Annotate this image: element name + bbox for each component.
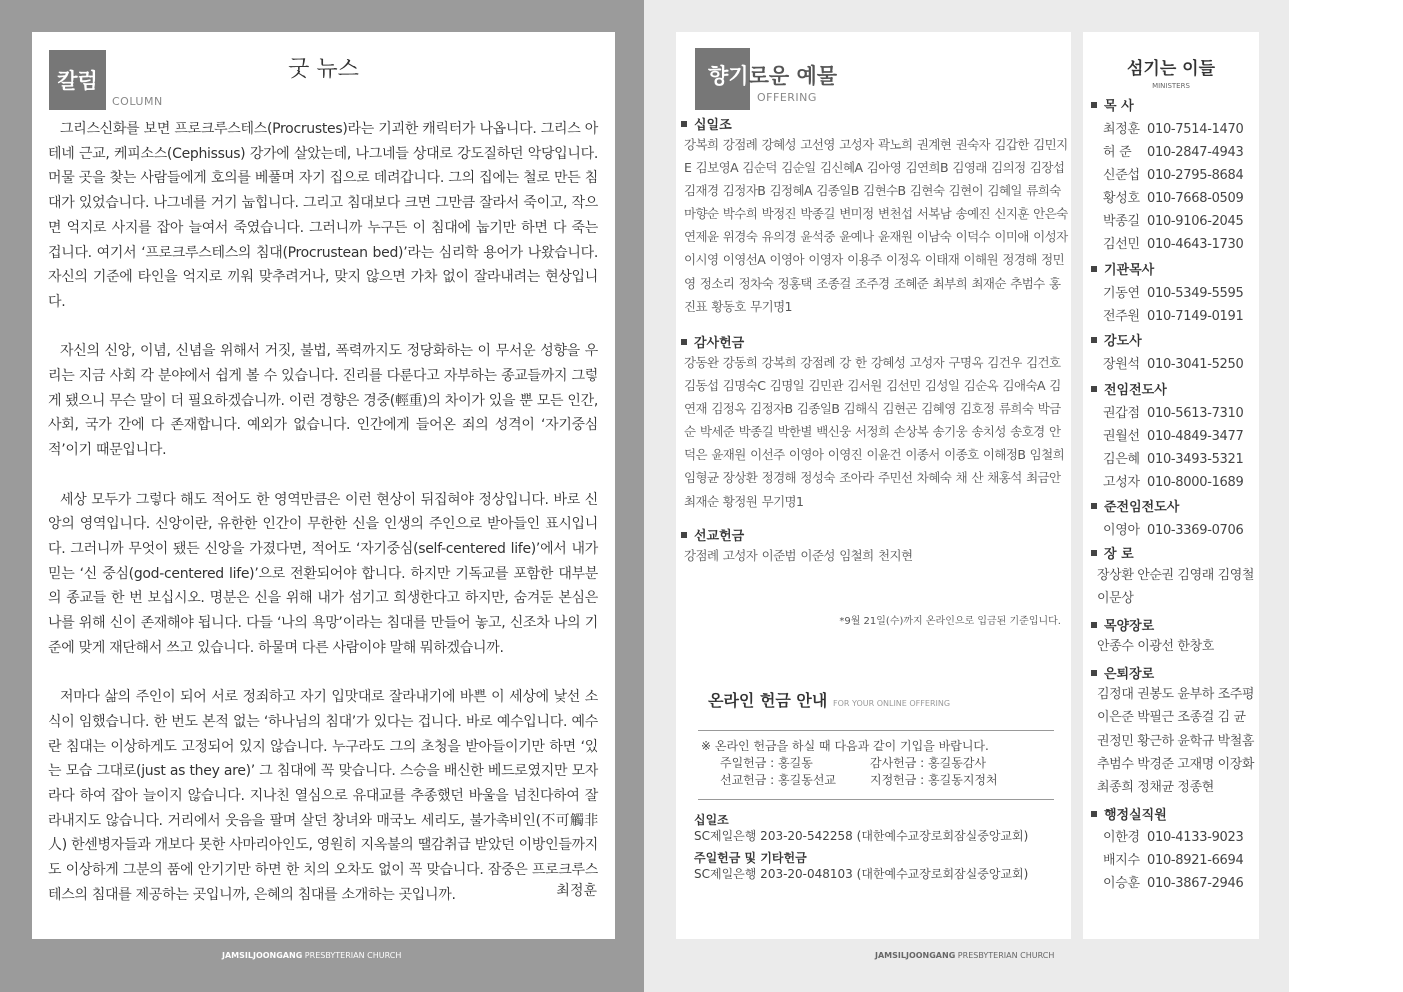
bullet-square-icon bbox=[1091, 337, 1097, 343]
online-example: 지정헌금 : 홍길동지정처 bbox=[870, 773, 998, 787]
ministers-subtitle: MINISTERS bbox=[1152, 82, 1190, 90]
pastoral-heading-text: 목양장로 bbox=[1104, 619, 1155, 634]
minister-row bbox=[1103, 282, 1243, 301]
minister-row bbox=[1103, 305, 1243, 324]
online-example: 선교헌금 : 홍길동선교 bbox=[720, 773, 837, 787]
minister-phone: 010-8000-1689 bbox=[1147, 475, 1244, 490]
general-account-number: SC제일은행 203-20-048103 (대한예수교장로회잠실중앙교회) bbox=[694, 867, 1029, 881]
pastors-heading bbox=[1091, 95, 1134, 114]
minister-name: 권갑점 bbox=[1103, 406, 1140, 421]
elders-names: 장상환 안순권 김영래 김영철 이문상 bbox=[1097, 568, 1255, 607]
tithe-names: 강복희 강점례 강혜성 고선영 고성자 곽노희 권계현 권숙자 김갑한 김민지E 김보영A 김순덕 김순일 김신혜A 김아영 김연희B 김영래 김의정 김장섭 김재경 김정자B 김정혜A 김종일B 김현수B 김현숙 김현이 김혜일 류희숙 마향순 박수희 박정진 박종길 변미정 변천섭 서복남 송예진 신지훈 안은숙 연제윤 위경숙 유의경 윤석중 윤예나 윤재원 이남숙 이덕수 이미애 이성자 이시영 이영선A 이영아 이영자 이용주 이정옥 이태재 이해원 정경해 정민영 정소리 정차숙 정홍택 조종걸 조주경 조혜준 최부희 최재순 추범수 홍진표 황동호 무기명1 bbox=[684, 137, 1068, 314]
minister-row bbox=[1103, 164, 1243, 183]
footer-church-name bbox=[875, 951, 1054, 960]
offering-title bbox=[708, 60, 837, 90]
minister-phone: 010-7149-0191 bbox=[1147, 309, 1244, 324]
tithe-heading bbox=[681, 114, 732, 133]
ministers-card bbox=[1083, 32, 1259, 939]
minister-name: 전주원 bbox=[1103, 309, 1140, 324]
minister-name: 신준섭 bbox=[1103, 168, 1140, 183]
evangelists-heading bbox=[1091, 379, 1167, 398]
minister-phone: 010-3493-5321 bbox=[1147, 452, 1244, 467]
divider bbox=[698, 730, 1054, 731]
offering-note: *9월 21일(수)까지 온라인으로 입금된 기준입니다. bbox=[839, 616, 1061, 627]
minister-name: 장원석 bbox=[1103, 357, 1140, 372]
online-offering-subtitle: FOR YOUR ONLINE OFFERING bbox=[833, 699, 951, 708]
minister-phone: 010-5349-5595 bbox=[1147, 286, 1244, 301]
minister-row bbox=[1103, 872, 1243, 891]
minister-phone: 010-8921-6694 bbox=[1147, 853, 1244, 868]
minister-row bbox=[1103, 826, 1243, 845]
tithe-account-heading: 십일조 bbox=[694, 813, 729, 827]
pastors-heading-text: 목 사 bbox=[1104, 99, 1134, 114]
column-badge: 칼럼 bbox=[49, 50, 106, 110]
minister-row bbox=[1103, 471, 1243, 490]
minister-phone: 010-3041-5250 bbox=[1147, 357, 1244, 372]
minister-name: 김선민 bbox=[1103, 237, 1140, 252]
semi-heading-text: 준전임전도사 bbox=[1104, 500, 1180, 515]
mission-heading-text: 선교헌금 bbox=[694, 529, 745, 544]
institution-pastors-heading bbox=[1091, 259, 1154, 278]
pastoral-elders-heading bbox=[1091, 615, 1154, 634]
right-margin bbox=[1289, 0, 1403, 992]
preacher-heading bbox=[1091, 330, 1142, 349]
footer-bold: JAMSILJOONGANG bbox=[222, 951, 303, 960]
column-paragraph: 저마다 삶의 주인이 되어 서로 정죄하고 자기 입맛대로 잘라내기에 바쁜 이 세상에 낯선 소식이 임했습니다. 한 번도 본적 없는 ‘하나님의 침대’가 있다는 겁니다. 바로 예수입니다. 예수란 침대는 이상하게도 고정되어 있지 않습니다. 누구라도 그의 초청을 받아들이기만 하면 ‘있는 모습 그대로(just as they are)’ 그 침대에 꼭 맞습니다. 스승을 배신한 베드로였지만 모자라다 하여 잡아 늘이지 않습니다. 지나친 열심으로 유대교를 추종했던 바울을 넘친다하여 잘라내지도 않습니다. 거리에서 웃음을 팔며 살던 창녀와 매국노 세리도, 불가촉비인(不可觸非人) 한센병자들과 개보다 못한 사마리아인도, 영원히 지옥불의 땔감취급 받았던 이방인들까지도 이상하게 그분의 품에 안기기만 하면 한 치의 오차도 없이 꼭 맞습니다. 잠중은 프로크루스테스의 침대를 제공하는 곳입니까, 은혜의 침대를 소개하는 곳입니까. bbox=[48, 689, 598, 903]
minister-name: 고성자 bbox=[1103, 475, 1140, 490]
minister-name: 이한경 bbox=[1103, 830, 1140, 845]
institution-heading-text: 기관목사 bbox=[1104, 263, 1155, 278]
semi-evangelist-heading bbox=[1091, 496, 1179, 515]
offering-title-a: 향기 bbox=[708, 64, 749, 88]
general-account bbox=[694, 850, 1028, 882]
ministers-title: 섬기는 이들 bbox=[1126, 59, 1216, 79]
tithe-account bbox=[694, 812, 1028, 844]
online-example: 주일헌금 : 홍길동 bbox=[720, 756, 813, 770]
bullet-square-icon bbox=[1091, 622, 1097, 628]
column-body bbox=[48, 117, 598, 907]
minister-phone: 010-7514-1470 bbox=[1147, 122, 1244, 137]
admin-heading-text: 행정실직원 bbox=[1104, 808, 1167, 823]
column-paragraph: 세상 모두가 그렇다 해도 적어도 한 영역만큼은 이런 현상이 뒤집혀야 정상입니다. 바로 신앙의 영역입니다. 신앙이란, 유한한 인간이 무한한 신을 인생의 주인으로 받아들인 표시입니다. 그러니까 무엇이 됐든 신앙을 가졌다면, 적어도 ‘자기중심(self-centered life)’에서 내가 믿는 ‘신 중심(god-centered life)’으로 전환되어야 합니다. 하지만 기독교를 포함한 대부분의 종교들 한 번 보십시오. 명분은 신을 위해 내가 섬기고 희생한다고 하지만, 숨겨둔 본심은 나를 위해 신이 존재해야 됩니다. 다들 ‘나의 욕망’이라는 침대를 만들어 놓고, 신조차 나의 기준에 맞게 재단해서 쓰고 있습니다. 하물며 다른 사람이야 말해 뭐하겠습니까. bbox=[48, 491, 598, 656]
offering-title-b: 로운 예물 bbox=[748, 64, 838, 88]
minister-row bbox=[1103, 425, 1243, 444]
footer-rest: PRESBYTERIAN CHURCH bbox=[302, 951, 402, 960]
column-paragraph: 자신의 신앙, 이념, 신념을 위해서 거짓, 불법, 폭력까지도 정당화하는 이 무서운 성향을 우리는 지금 사회 각 분야에서 쉽게 볼 수 있습니다. 진리를 다룬다고 자부하는 종교들까지 그렇게 됐으니 무슨 말이 더 필요하겠습니까. 이런 경향은 경중(輕重)의 차이가 있을 뿐 모든 인간, 사회, 국가 간에 다 존재합니다. 예외가 없습니다. 인간에게 들어온 죄의 성격이 ‘자기중심적’이기 때문입니다. bbox=[48, 343, 598, 459]
preacher-heading-text: 강도사 bbox=[1104, 334, 1142, 349]
minister-phone: 010-5613-7310 bbox=[1147, 406, 1244, 421]
minister-phone: 010-9106-2045 bbox=[1147, 214, 1244, 229]
online-offering-title: 온라인 헌금 안내 bbox=[708, 691, 828, 710]
minister-phone: 010-2795-8684 bbox=[1147, 168, 1244, 183]
pastoral-elders-names: 안종수 이광선 한창호 bbox=[1097, 639, 1214, 654]
minister-name: 기동연 bbox=[1103, 286, 1140, 301]
retired-elders-names: 김정대 권봉도 윤부하 조주평 이은준 박필근 조종걸 김 균 권정민 황근하 윤학규 박철홈 추범수 박경준 고재명 이장화 최종희 정채균 정종현 bbox=[1097, 687, 1255, 796]
footer-bold: JAMSILJOONGANG bbox=[875, 951, 956, 960]
minister-row bbox=[1103, 849, 1243, 868]
footer-rest: PRESBYTERIAN CHURCH bbox=[955, 951, 1055, 960]
column-title: 굿 뉴스 bbox=[288, 57, 359, 82]
bullet-square-icon bbox=[681, 339, 687, 345]
column-card bbox=[32, 32, 615, 939]
thanks-names: 강동완 강동희 강복희 강점례 강 한 강혜성 고성자 구명옥 김건우 김건호 김동섭 김명숙C 김명일 김민관 김서원 김선민 김성일 김순옥 김애숙A 김연재 김정옥 김정자B 김종일B 김해식 김현곤 김혜영 김호정 류희숙 박금순 박세준 박종길 박한별 백신웅 서정희 손상복 송기웅 송치성 송호경 안덕은 윤재원 이선주 이영아 이영진 이윤건 이종서 이종호 이해정B 임철희 임형균 장상환 정경해 정성숙 조아라 주민선 차혜숙 채 산 채홍석 최금안 최재순 황정원 무기명1 bbox=[684, 355, 1065, 509]
minister-name: 이영아 bbox=[1103, 523, 1140, 538]
online-instruction: ※ 온라인 헌금을 하실 때 다음과 같이 기입을 바랍니다. bbox=[701, 739, 989, 753]
footer-church-name bbox=[222, 951, 401, 960]
bullet-square-icon bbox=[681, 532, 687, 538]
evangelists-heading-text: 전임전도사 bbox=[1104, 383, 1167, 398]
bullet-square-icon bbox=[1091, 550, 1097, 556]
minister-phone: 010-4133-9023 bbox=[1147, 830, 1244, 845]
tithe-account-number: SC제일은행 203-20-542258 (대한예수교장로회잠실중앙교회) bbox=[694, 829, 1029, 843]
retired-heading-text: 은퇴장로 bbox=[1104, 667, 1155, 682]
retired-elders-heading bbox=[1091, 663, 1154, 682]
thanks-heading-text: 감사헌금 bbox=[694, 336, 745, 351]
elders-heading bbox=[1091, 543, 1134, 562]
column-author: 최정훈 bbox=[556, 883, 597, 899]
minister-row bbox=[1103, 353, 1243, 372]
bullet-square-icon bbox=[681, 121, 687, 127]
minister-phone: 010-3867-2946 bbox=[1147, 876, 1244, 891]
bullet-square-icon bbox=[1091, 102, 1097, 108]
general-account-heading: 주일헌금 및 기타헌금 bbox=[694, 851, 807, 865]
online-example: 감사헌금 : 홍길동감사 bbox=[870, 756, 987, 770]
minister-row bbox=[1103, 519, 1243, 538]
minister-phone: 010-3369-0706 bbox=[1147, 523, 1244, 538]
minister-name: 김은혜 bbox=[1103, 452, 1140, 467]
bullet-square-icon bbox=[1091, 811, 1097, 817]
minister-phone: 010-4849-3477 bbox=[1147, 429, 1244, 444]
minister-row bbox=[1103, 187, 1243, 206]
elders-heading-text: 장 로 bbox=[1104, 547, 1134, 562]
divider bbox=[698, 799, 1054, 800]
minister-name: 허 준 bbox=[1103, 145, 1132, 160]
minister-name: 이승훈 bbox=[1103, 876, 1140, 891]
minister-name: 박종길 bbox=[1103, 214, 1140, 229]
minister-name: 최정훈 bbox=[1103, 122, 1140, 137]
offering-card bbox=[676, 32, 1071, 939]
bullet-square-icon bbox=[1091, 503, 1097, 509]
minister-phone: 010-2847-4943 bbox=[1147, 145, 1244, 160]
minister-name: 황성호 bbox=[1103, 191, 1140, 206]
mission-names: 강점례 고성자 이준범 이준성 임철희 천지현 bbox=[684, 548, 913, 563]
minister-phone: 010-4643-1730 bbox=[1147, 237, 1244, 252]
mission-heading bbox=[681, 525, 744, 544]
minister-row bbox=[1103, 402, 1243, 421]
column-subtitle: COLUMN bbox=[112, 95, 163, 108]
bullet-square-icon bbox=[1091, 266, 1097, 272]
admin-staff-heading bbox=[1091, 804, 1167, 823]
minister-row bbox=[1103, 233, 1243, 252]
thanks-heading bbox=[681, 332, 744, 351]
minister-row bbox=[1103, 118, 1243, 137]
bullet-square-icon bbox=[1091, 386, 1097, 392]
minister-row bbox=[1103, 141, 1243, 160]
offering-subtitle: OFFERING bbox=[757, 91, 817, 104]
minister-row bbox=[1103, 210, 1243, 229]
column-paragraph: 그리스신화를 보면 프로크루스테스(Procrustes)라는 기괴한 캐릭터가 나옵니다. 그리스 아테네 근교, 케피소스(Cephissus) 강가에 살았는데, 나그네들 상대로 강도질하던 악당입니다. 머물 곳을 찾는 사람들에게 호의를 베풀며 자기 집으로 데려갑니다. 그의 집에는 철로 만든 침대가 있었습니다. 나그네를 거기 눕힙니다. 그리고 침대보다 크면 그만큼 잘라서 죽이고, 작으면 억지로 사지를 잡아 늘여서 죽였습니다. 그러니까 누구든 이 침대에 눕기만 하면 다 죽는 겁니다. 여기서 ‘프로크루스테스의 침대(Procrustean bed)’라는 심리학 용어가 나왔습니다. 자신의 기준에 타인을 억지로 끼워 맞추려거나, 맞지 않으면 가차 없이 잘라내려는 현상입니다. bbox=[48, 121, 598, 310]
minister-row bbox=[1103, 448, 1243, 467]
minister-name: 권월선 bbox=[1103, 429, 1140, 444]
minister-name: 배지수 bbox=[1103, 853, 1140, 868]
minister-phone: 010-7668-0509 bbox=[1147, 191, 1244, 206]
tithe-heading-text: 십일조 bbox=[694, 118, 732, 133]
bullet-square-icon bbox=[1091, 670, 1097, 676]
